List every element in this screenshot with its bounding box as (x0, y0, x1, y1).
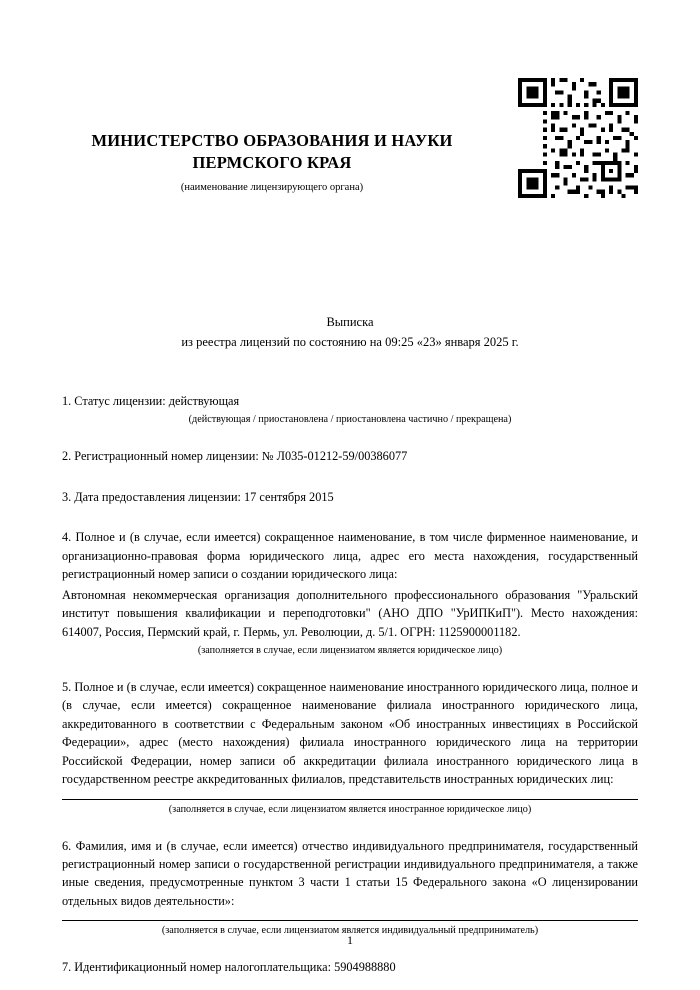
item-6-note: (заполняется в случае, если лицензиатом является индивидуальный предприниматель) (161, 925, 539, 937)
item-5-text: 5. Полное и (в случае, если имеется) сокращенное наименование иностранного юридического лица, полное и (в случае, если имеется) сокращенное наименование филиала иностранного юридического лица, аккредитованного в соответствии с Федеральным законом «Об иностранных инвестициях в Российской Федерации», адрес (место нахождения) филиала иностранного юридического лица на территории Российской Федерации, номер записи об аккредитации филиала иностранного юридического лица в государственном реестре аккредитованных филиалов, представительств иностранных юридических лиц: (62, 679, 638, 787)
page-number: 1 (347, 933, 353, 947)
item-1-text: 1. Статус лицензии: действующая (62, 394, 240, 408)
item-6-fill-line (62, 920, 638, 921)
item-6-text: 6. Фамилия, имя и (в случае, если имеется) отчество индивидуального предпринимателя, государственный регистрационный номер записи о государственной регистрации индивидуального предпринимателя, а также иные сведения, предусмотренные пунктом 3 части 1 статьи 15 Федерального закона «О лицензировании отдельных видов деятельности»: (62, 838, 638, 908)
document-title-block (62, 315, 638, 350)
qr-code (518, 78, 638, 198)
document-title: Выписка (326, 315, 374, 329)
item-3-text: 3. Дата предоставления лицензии: 17 сентября 2015 (62, 489, 334, 504)
item-5-fill-line (62, 799, 638, 800)
issuing-authority-title: МИНИСТЕРСТВО ОБРАЗОВАНИЯ И НАУКИ ПЕРМСКОГО КРАЯ (91, 131, 453, 173)
document-header (62, 130, 482, 193)
document-body (62, 315, 638, 977)
item-4-value: Автономная некоммерческая организация дополнительного профессионального образования "Уральский институт повышения квалификации и переподготовки" (АНО ДПО "УрИПКиП"). Место нахождения: 614007, Россия, Пермский край, г. Пермь, ул. Революции, д. 5/1. ОГРН: 1125900001182. (62, 587, 638, 639)
item-1-note: (действующая / приостановлена / приостановлена частично / прекращена) (188, 414, 512, 426)
item-4-note: (заполняется в случае, если лицензиатом является юридическое лицо) (197, 644, 503, 656)
item-2-text: 2. Регистрационный номер лицензии: № Л035-01212-59/00386077 (62, 449, 408, 464)
item-4-text: 4. Полное и (в случае, если имеется) сокращенное наименование, в том числе фирменное наименование, и организационно-правовая форма юридического лица, адрес его места нахождения, государственный регистрационный номер записи о создании юридического лица: (62, 530, 638, 582)
item-5-note: (заполняется в случае, если лицензиатом является иностранное юридическое лицо) (168, 803, 532, 815)
item-7-text: 7. Идентификационный номер налогоплательщика: 5904988880 (62, 960, 396, 975)
issuing-authority-caption: (наименование лицензирующего органа) (180, 181, 364, 193)
document-subtitle: из реестра лицензий по состоянию на 09:25 «23» января 2025 г. (181, 335, 519, 349)
